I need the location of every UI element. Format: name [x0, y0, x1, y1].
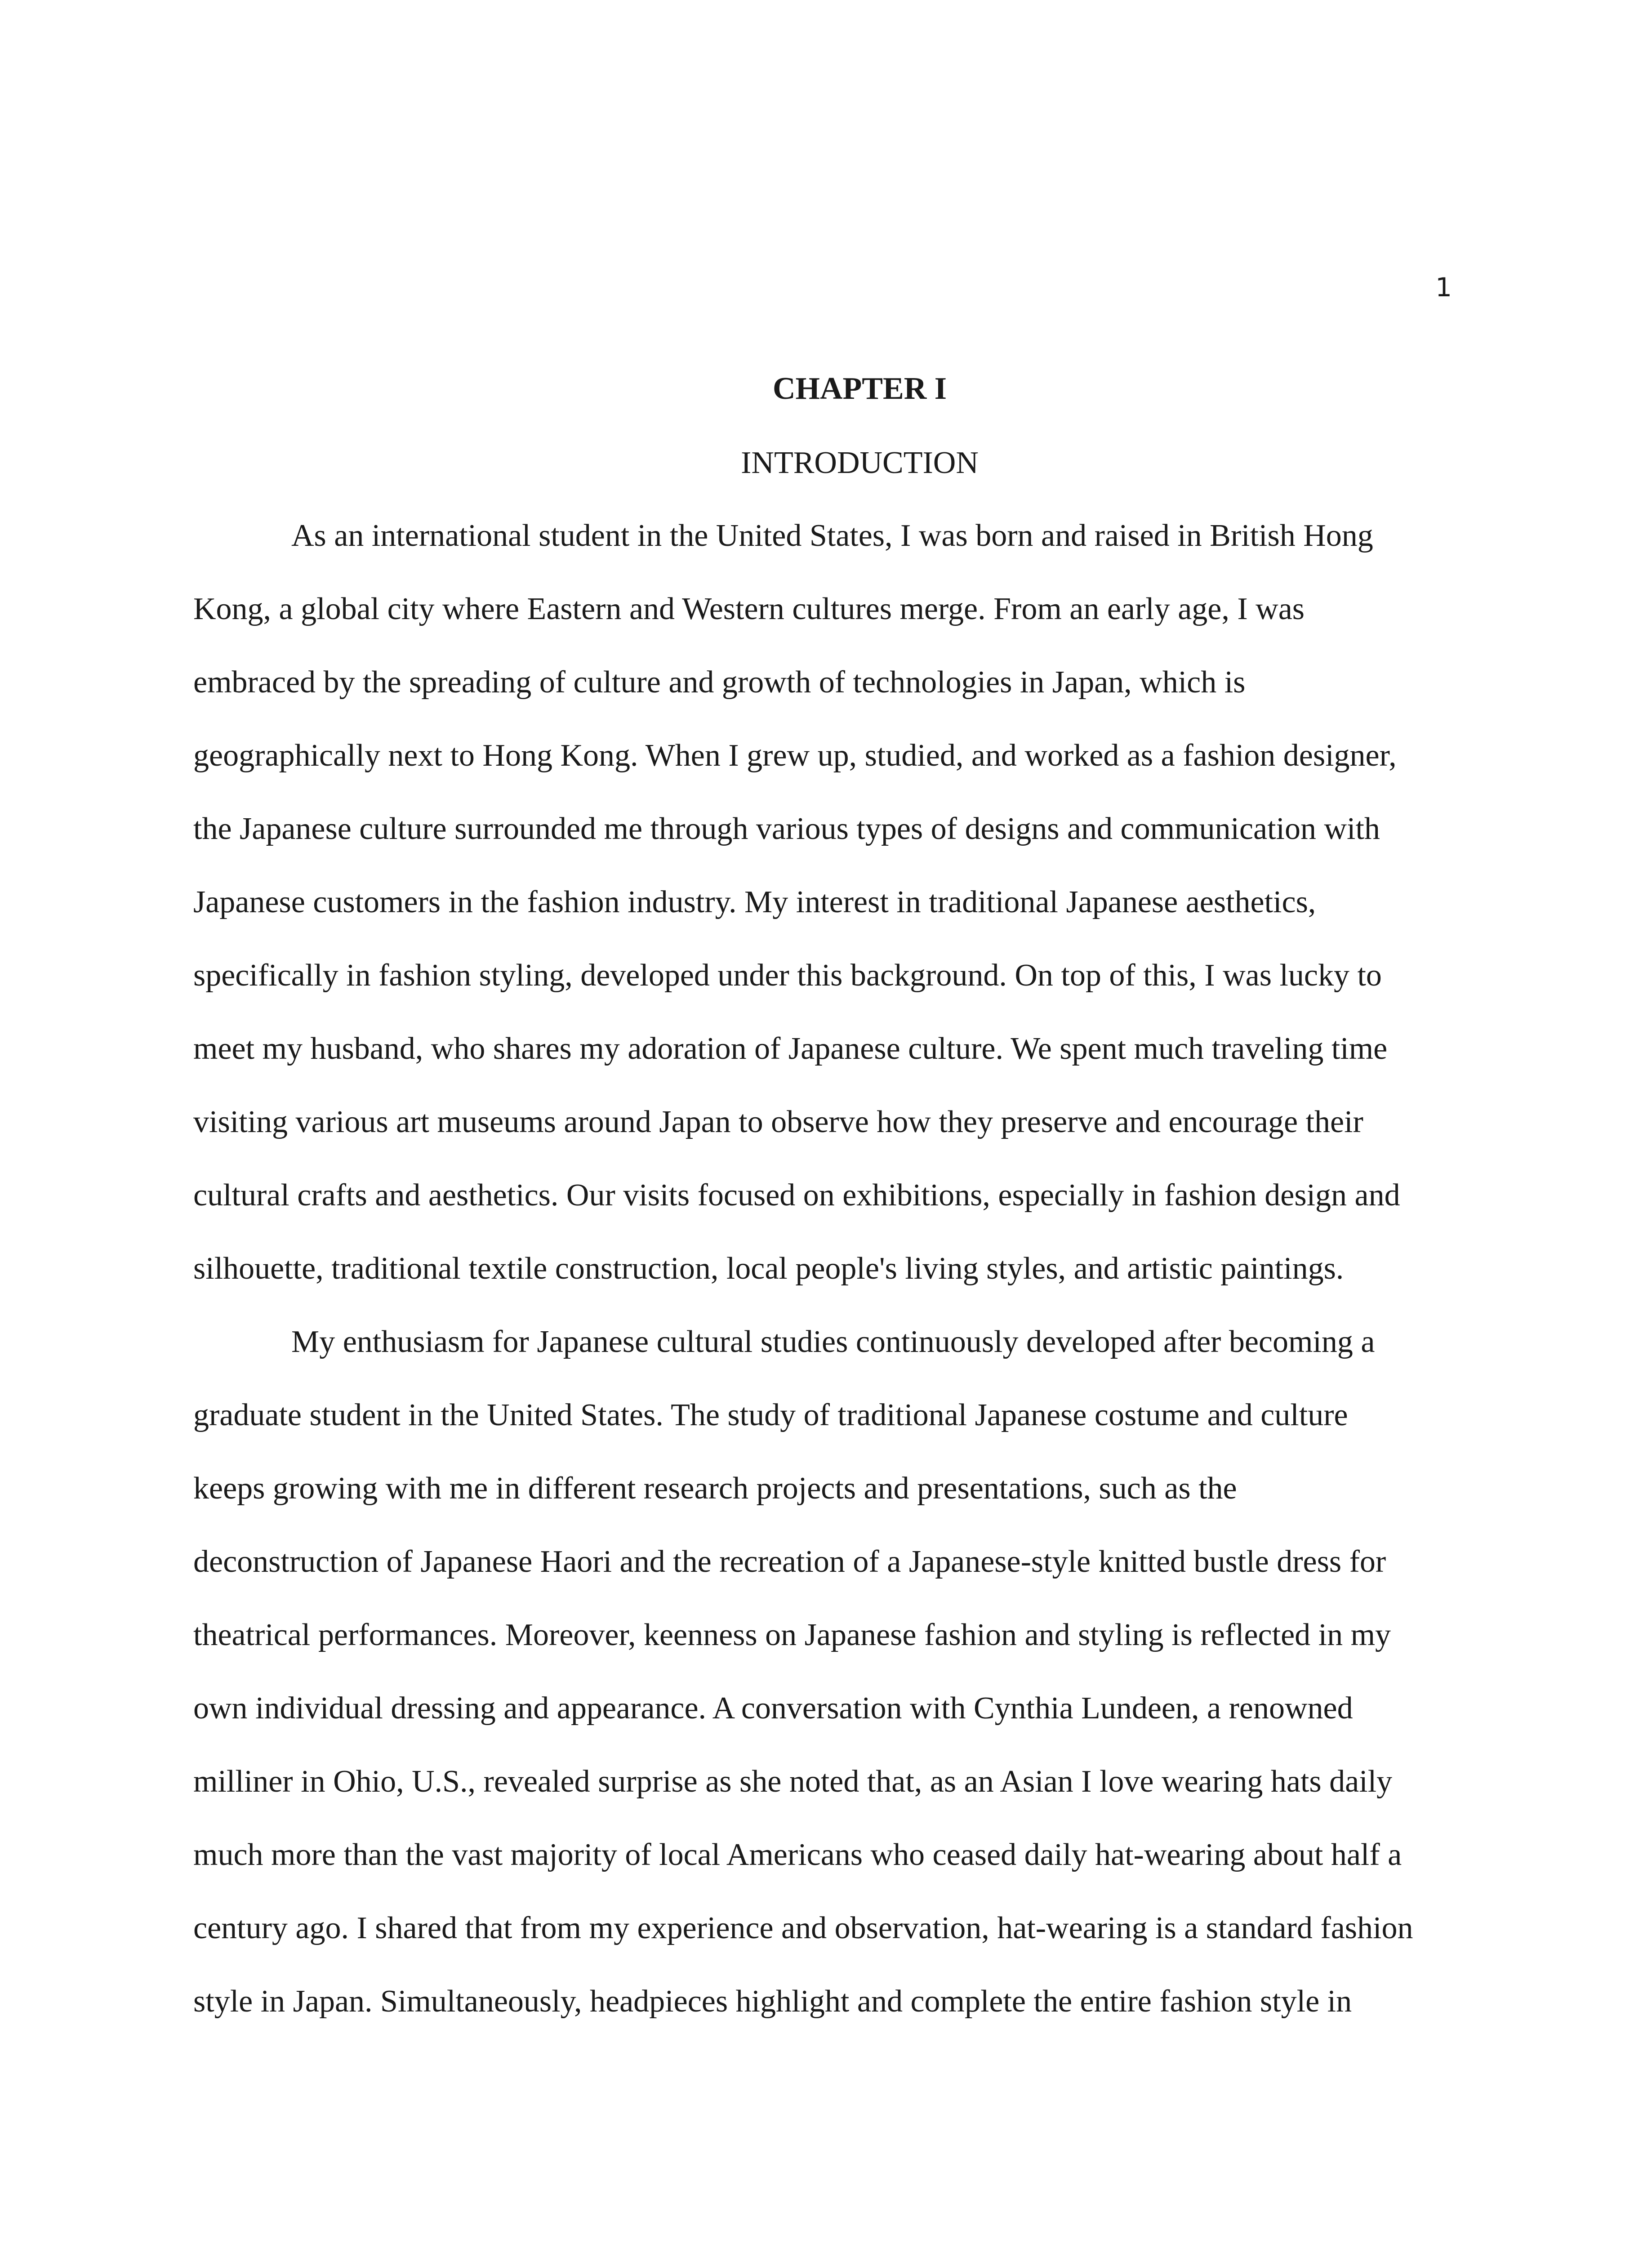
paragraph-1-line: cultural crafts and aesthetics. Our visits focused on exhibitions, especially in fashion design and [193, 1178, 1400, 1213]
paragraph-2-line: theatrical performances. Moreover, keenness on Japanese fashion and styling is reflected in my [193, 1618, 1391, 1652]
paragraph-1-line: As an international student in the United States, I was born and raised in British Hong [291, 518, 1373, 553]
chapter-subtitle: INTRODUCTION [741, 446, 979, 480]
paragraph-1-line: Japanese customers in the fashion industry. My interest in traditional Japanese aesthetics, [193, 885, 1316, 919]
paragraph-1-line: Kong, a global city where Eastern and Western cultures merge. From an early age, I was [193, 592, 1305, 626]
paragraph-2-line: own individual dressing and appearance. A conversation with Cynthia Lundeen, a renowned [193, 1691, 1353, 1726]
body-text [193, 513, 1447, 2052]
page-number: 1 [1435, 272, 1452, 303]
paragraph-1-line: embraced by the spreading of culture and growth of technologies in Japan, which is [193, 665, 1246, 700]
paragraph-1-line: geographically next to Hong Kong. When I grew up, studied, and worked as a fashion designer, [193, 738, 1397, 773]
paragraph-1-line: the Japanese culture surrounded me through various types of designs and communication with [193, 812, 1380, 846]
paragraph-1-line: meet my husband, who shares my adoration of Japanese culture. We spent much traveling time [193, 1031, 1388, 1066]
paragraph-1-line: silhouette, traditional textile construction, local people's living styles, and artistic paintings. [193, 1251, 1344, 1286]
paragraph-2-line: style in Japan. Simultaneously, headpieces highlight and complete the entire fashion style in [193, 1984, 1352, 2019]
paragraph-1-line: visiting various art museums around Japan to observe how they preserve and encourage their [193, 1105, 1363, 1139]
paragraph-2-line: My enthusiasm for Japanese cultural studies continuously developed after becoming a [291, 1325, 1375, 1359]
paragraph-2-line: keeps growing with me in different research projects and presentations, such as the [193, 1471, 1237, 1506]
chapter-title: CHAPTER I [773, 371, 947, 406]
paragraph-2-line: milliner in Ohio, U.S., revealed surprise as she noted that, as an Asian I love wearing hats daily [193, 1764, 1393, 1799]
paragraph-2-line: much more than the vast majority of local Americans who ceased daily hat-wearing about half a [193, 1838, 1402, 1872]
paragraph-2-line: deconstruction of Japanese Haori and the recreation of a Japanese-style knitted bustle dress for [193, 1544, 1386, 1579]
paragraph-2-line: century ago. I shared that from my experience and observation, hat-wearing is a standard fashion [193, 1911, 1413, 1945]
paragraph-2-line: graduate student in the United States. The study of traditional Japanese costume and culture [193, 1398, 1348, 1432]
paragraph-1-line: specifically in fashion styling, developed under this background. On top of this, I was lucky to [193, 958, 1382, 993]
